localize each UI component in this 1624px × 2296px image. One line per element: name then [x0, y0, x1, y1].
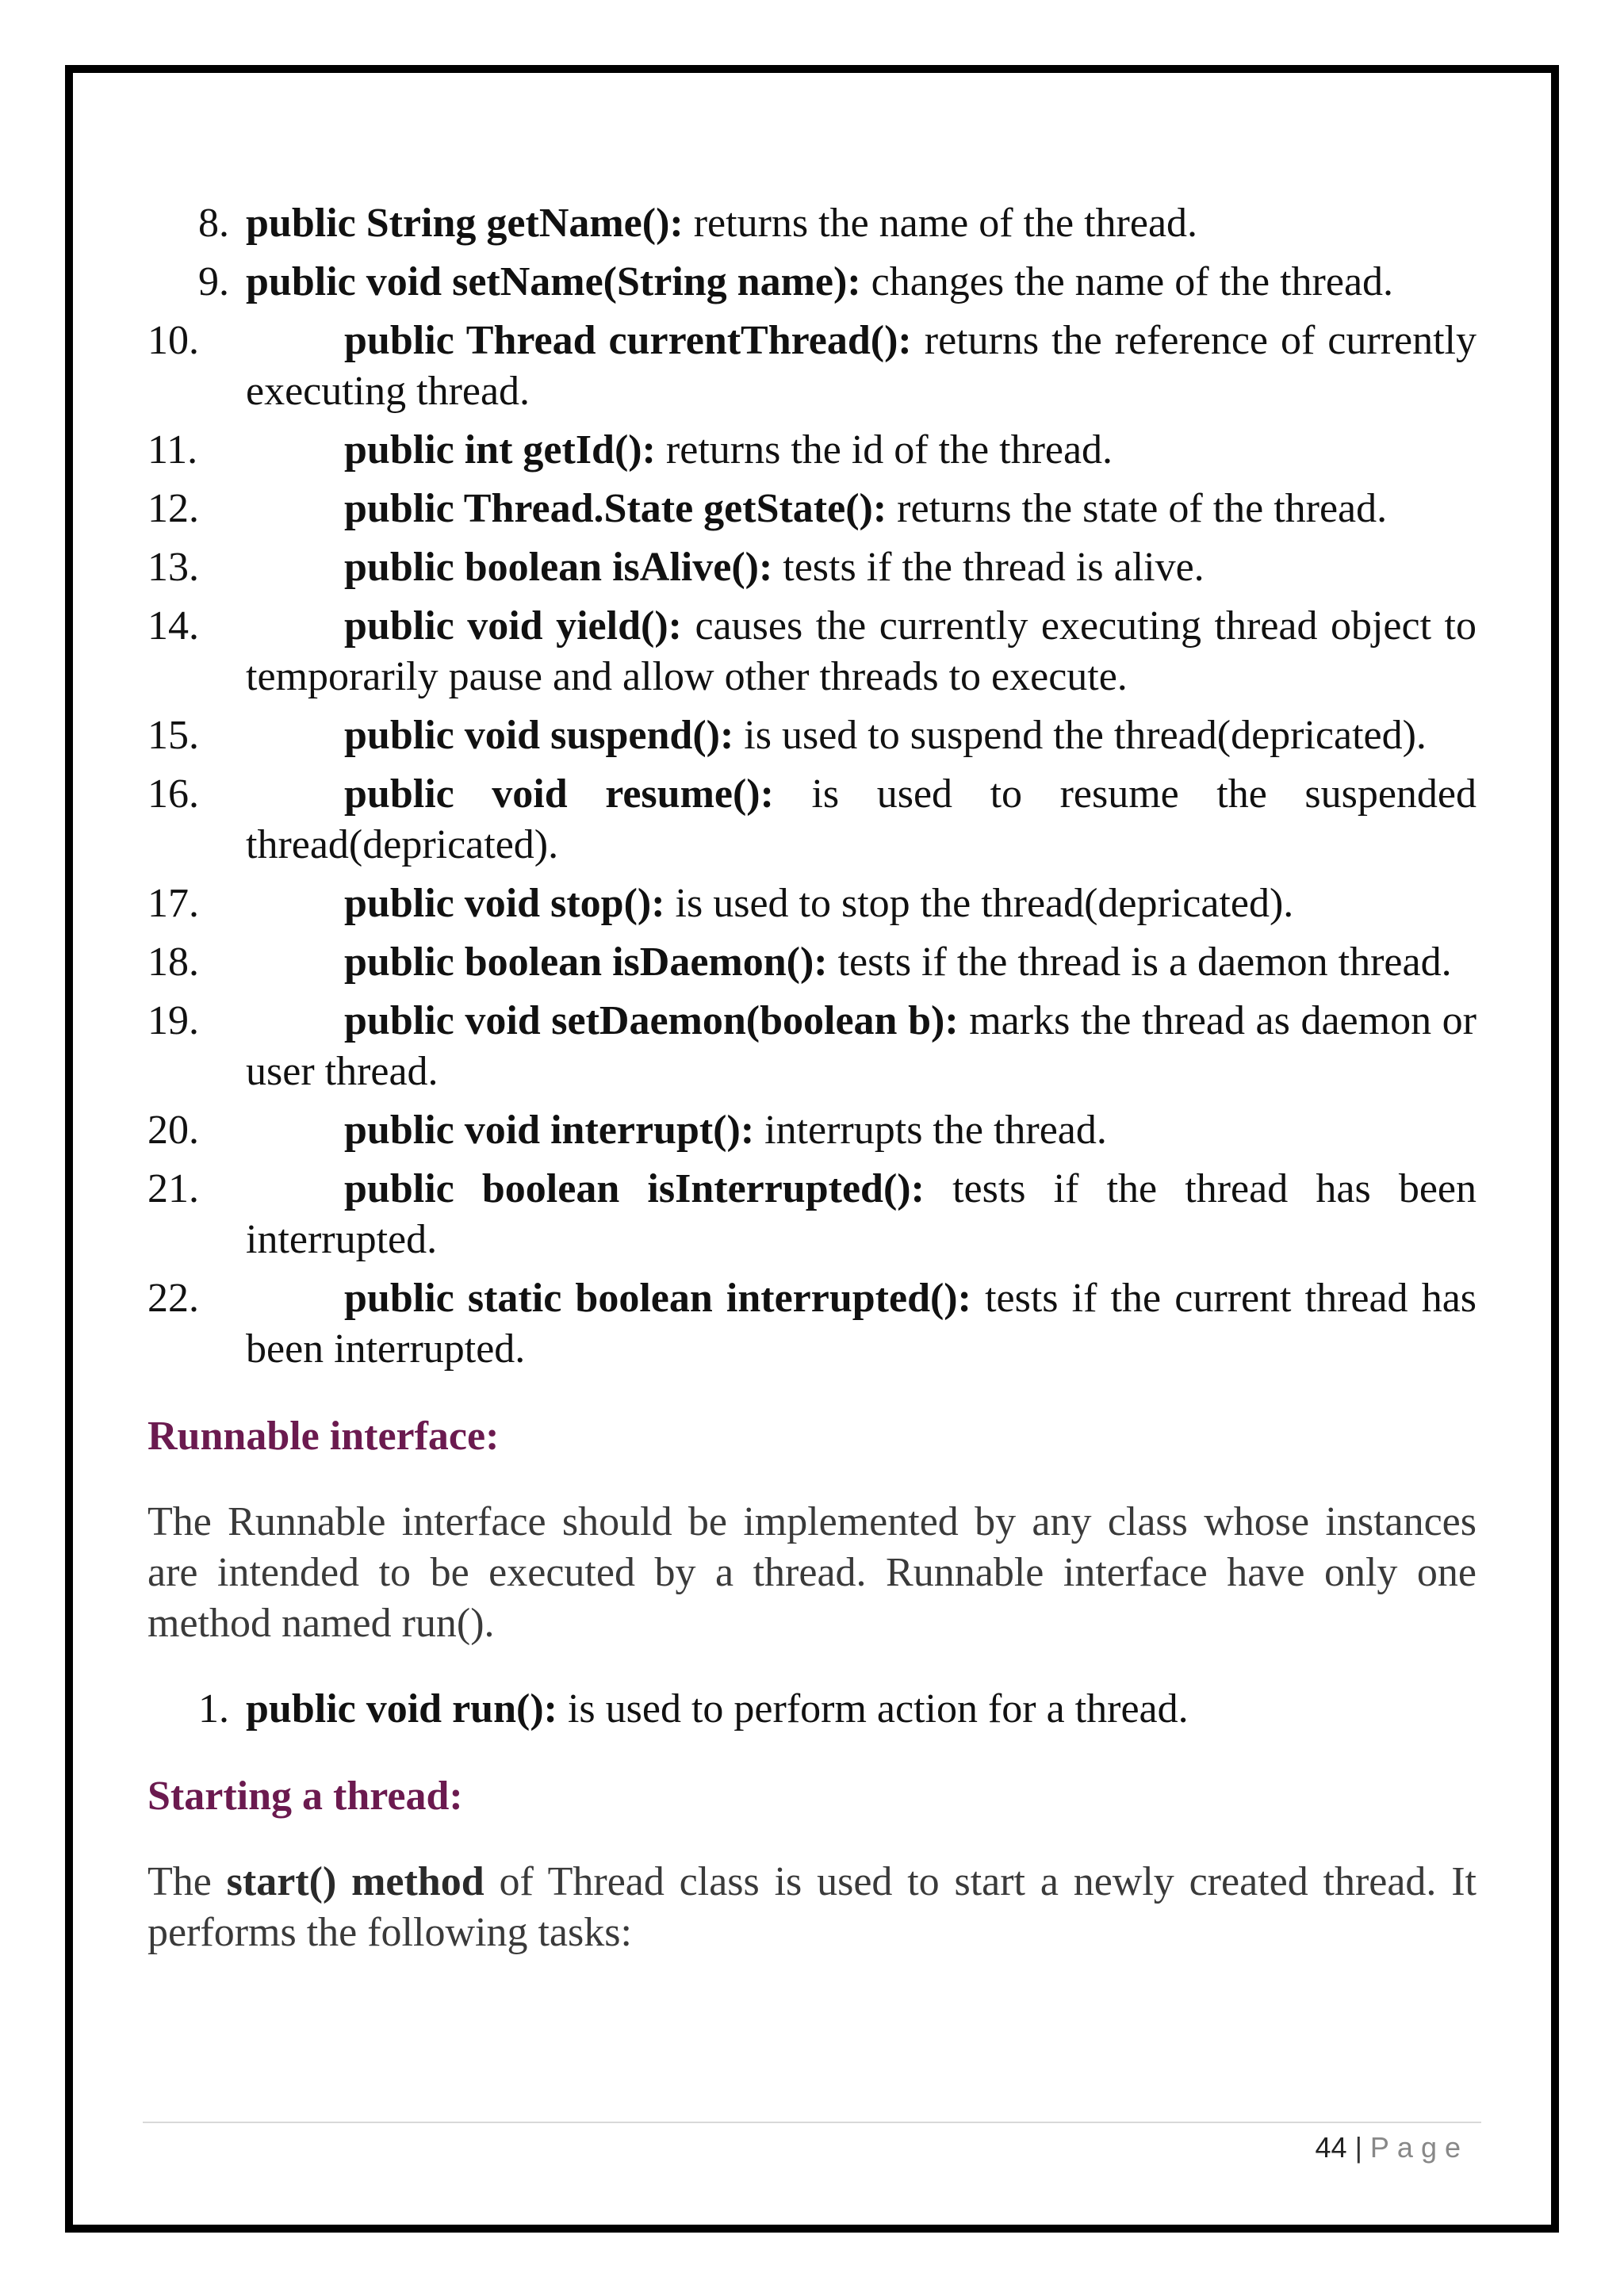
method-description: is used to stop the thread(depricated).	[665, 881, 1294, 926]
list-item	[147, 542, 1477, 593]
item-number: 22.	[147, 1276, 199, 1321]
method-signature: public void setName(String name):	[246, 259, 861, 304]
method-signature: public boolean isDaemon():	[344, 939, 828, 985]
method-description: tests if the current thread has been interrupted.	[246, 1276, 1477, 1372]
runnable-method-list	[147, 1684, 1477, 1735]
item-number: 20.	[147, 1108, 199, 1153]
item-number: 21.	[147, 1166, 199, 1211]
list-item	[147, 878, 1477, 929]
list-item	[147, 198, 1477, 249]
starting-text-bold: start() method	[226, 1859, 485, 1904]
method-signature: public void interrupt():	[344, 1108, 755, 1153]
page-number: 44	[1315, 2131, 1347, 2164]
list-item	[147, 316, 1477, 417]
method-signature: public int getId():	[344, 427, 656, 473]
method-description: causes the currently executing thread object to temporarily pause and allow other threads to execute.	[246, 603, 1477, 699]
list-item	[147, 425, 1477, 476]
list-item	[147, 257, 1477, 308]
item-number: 9.	[198, 259, 229, 304]
method-signature: public boolean isInterrupted():	[344, 1166, 925, 1211]
runnable-heading: Runnable interface:	[147, 1414, 500, 1459]
method-description: tests if the thread is alive.	[772, 545, 1205, 590]
method-description: is used to resume the suspended thread(depricated).	[246, 771, 1477, 867]
page-label: Page	[1369, 2131, 1469, 2164]
item-number: 10.	[147, 318, 199, 363]
method-signature: public static boolean interrupted():	[344, 1276, 971, 1321]
item-number: 11.	[147, 427, 198, 473]
list-item	[147, 996, 1477, 1097]
list-item	[147, 1164, 1477, 1265]
method-description: interrupts the thread.	[754, 1108, 1107, 1153]
item-number: 12.	[147, 486, 199, 531]
item-number: 14.	[147, 603, 199, 649]
method-signature: public void suspend():	[344, 713, 734, 758]
method-description: marks the thread as daemon or user thread.	[246, 998, 1477, 1094]
item-number: 18.	[147, 939, 199, 985]
footer-divider	[143, 2122, 1481, 2123]
method-description: changes the name of the thread.	[860, 259, 1394, 304]
starting-paragraph	[147, 1857, 1477, 1958]
method-description: returns the state of the thread.	[887, 486, 1388, 531]
page-content	[147, 198, 1477, 1958]
method-description: returns the id of the thread.	[655, 427, 1113, 473]
page-footer	[1316, 2131, 1469, 2164]
list-item	[147, 1684, 1477, 1735]
item-number: 15.	[147, 713, 199, 758]
method-signature: public Thread currentThread():	[344, 318, 912, 363]
method-description: is used to perform action for a thread.	[557, 1686, 1189, 1732]
method-signature: public void resume():	[344, 771, 774, 817]
method-list	[147, 198, 1477, 1375]
list-item	[147, 484, 1477, 534]
footer-separator: |	[1354, 2131, 1362, 2164]
item-number: 19.	[147, 998, 199, 1043]
list-item	[147, 710, 1477, 761]
method-description: returns the reference of currently executing thread.	[246, 318, 1477, 414]
list-item	[147, 937, 1477, 988]
list-item	[147, 601, 1477, 702]
item-number: 13.	[147, 545, 199, 590]
starting-text-post: of Thread class is used to start a newly created thread. It performs the following tasks:	[147, 1859, 1477, 1955]
method-description: returns the name of the thread.	[683, 201, 1198, 246]
method-signature: public void yield():	[344, 603, 682, 649]
method-signature: public String getName():	[246, 201, 684, 246]
item-number: 1.	[198, 1686, 229, 1732]
item-number: 8.	[198, 201, 229, 246]
method-signature: public void stop():	[344, 881, 665, 926]
method-signature: public void setDaemon(boolean b):	[344, 998, 959, 1043]
method-description: tests if the thread is a daemon thread.	[827, 939, 1452, 985]
starting-heading: Starting a thread:	[147, 1774, 463, 1819]
method-signature: public boolean isAlive():	[344, 545, 773, 590]
method-description: tests if the thread has been interrupted.	[246, 1166, 1477, 1262]
list-item	[147, 1105, 1477, 1156]
method-signature: public Thread.State getState():	[344, 486, 887, 531]
starting-text-pre: The	[147, 1859, 227, 1904]
method-signature: public void run():	[246, 1686, 557, 1732]
list-item	[147, 1273, 1477, 1375]
item-number: 17.	[147, 881, 199, 926]
list-item	[147, 769, 1477, 871]
runnable-paragraph: The Runnable interface should be implemented by any class whose instances are intended to be executed by a thread. Runnable interface have only one method named run().	[147, 1499, 1477, 1646]
item-number: 16.	[147, 771, 199, 817]
method-description: is used to suspend the thread(depricated).	[733, 713, 1427, 758]
